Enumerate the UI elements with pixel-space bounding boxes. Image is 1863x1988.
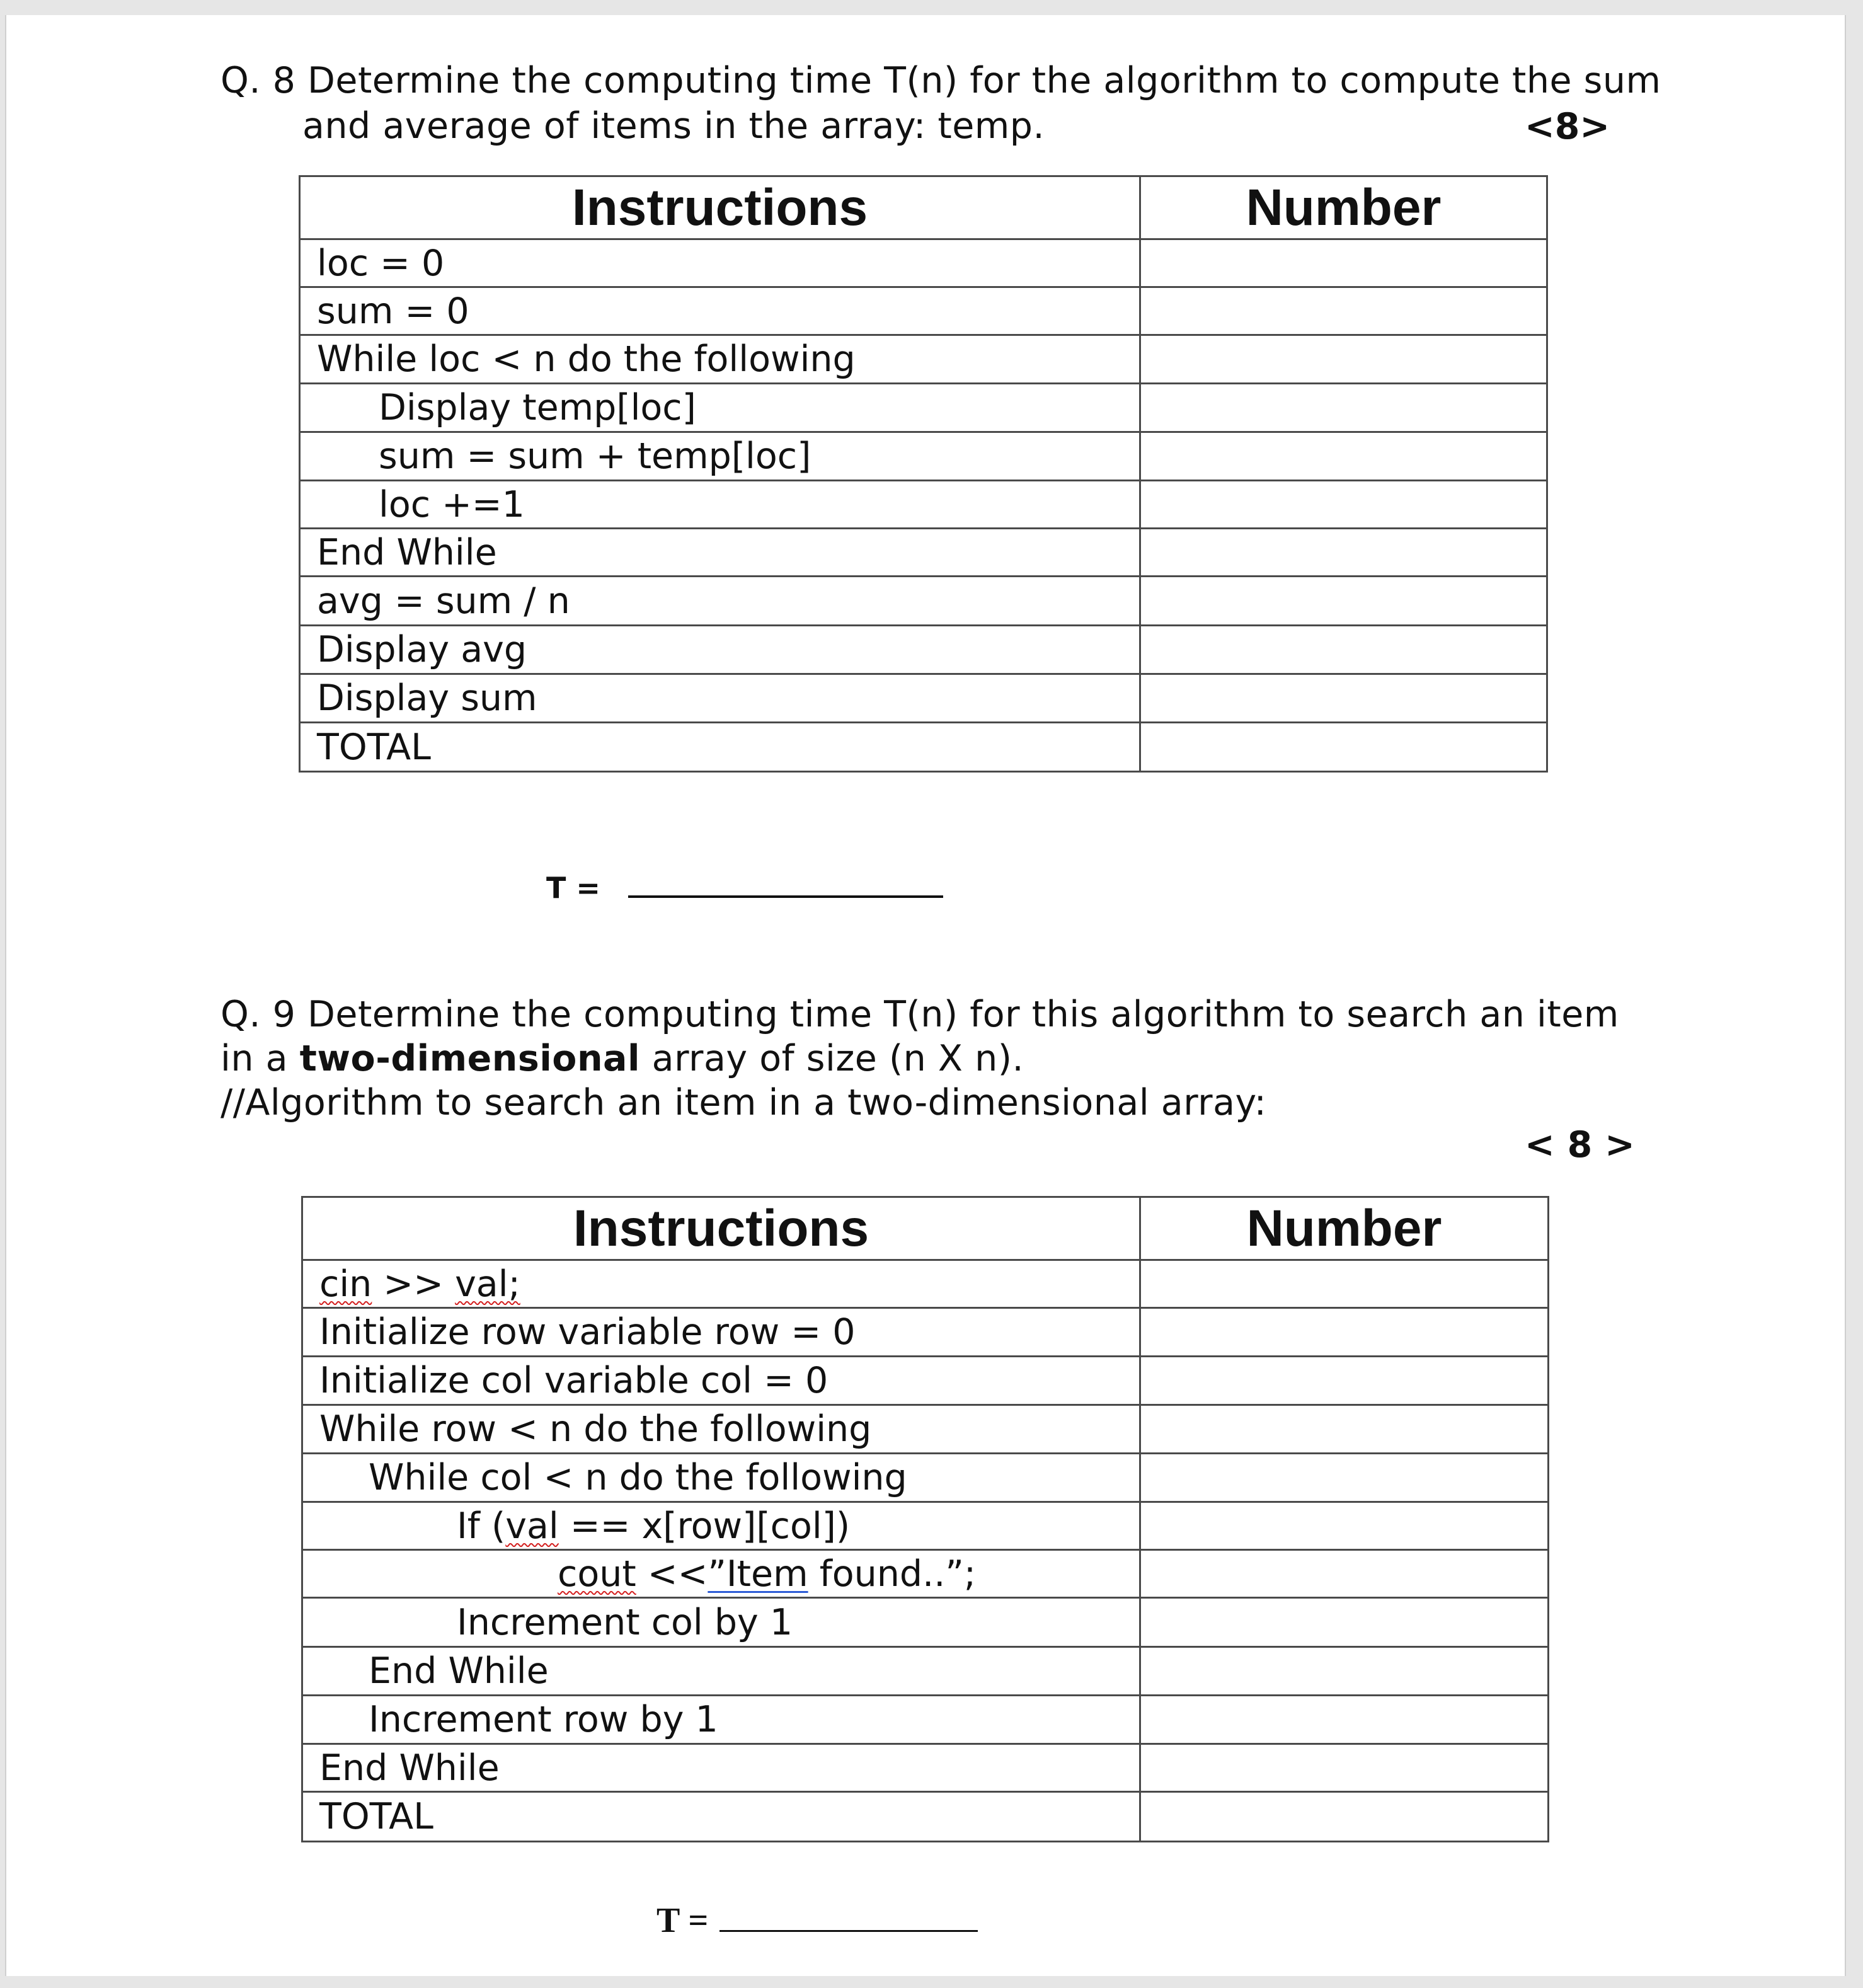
instruction-cell: loc = 0 — [300, 239, 1140, 287]
instruction-cell: End While — [302, 1647, 1140, 1696]
table-row — [300, 432, 1547, 481]
number-cell — [1140, 1405, 1549, 1454]
instruction-cell: loc +=1 — [300, 481, 1140, 529]
instruction-cell: Display temp[loc] — [300, 384, 1140, 432]
total-number-cell — [1140, 723, 1547, 772]
number-cell — [1140, 1696, 1549, 1744]
table-row — [302, 1598, 1549, 1647]
q8-answer-blank[interactable] — [628, 895, 943, 898]
number-cell — [1140, 287, 1547, 335]
q9-prompt-line-1: Q. 9 Determine the computing time T(n) for this algorithm to search an item — [221, 994, 1619, 1035]
number-cell — [1140, 384, 1547, 432]
instruction-cell: Increment col by 1 — [302, 1598, 1140, 1647]
table-row — [302, 1744, 1549, 1792]
total-number-cell — [1140, 1792, 1549, 1842]
q8-header-number: Number — [1140, 176, 1547, 239]
table-row — [300, 723, 1547, 772]
number-cell — [1140, 674, 1547, 723]
table-row — [302, 1502, 1549, 1550]
number-cell — [1140, 577, 1547, 626]
q9-t-label: T = — [656, 1901, 709, 1940]
instruction-cell: End While — [302, 1744, 1140, 1792]
instruction-cell: Initialize col variable col = 0 — [302, 1357, 1140, 1405]
instruction-cell: avg = sum / n — [300, 577, 1140, 626]
table-row — [300, 287, 1547, 335]
table-row — [300, 384, 1547, 432]
instruction-cell: Display sum — [300, 674, 1140, 723]
number-cell — [1140, 335, 1547, 384]
number-cell — [1140, 1454, 1549, 1502]
q9-marks: < 8 > — [1525, 1124, 1635, 1166]
instruction-cell: cin >> val; — [302, 1260, 1140, 1308]
number-cell — [1140, 1598, 1549, 1647]
number-cell — [1140, 529, 1547, 577]
q8-table — [299, 175, 1548, 773]
number-cell — [1140, 1308, 1549, 1357]
total-cell: TOTAL — [300, 723, 1140, 772]
table-row — [302, 1308, 1549, 1357]
number-cell — [1140, 626, 1547, 674]
instruction-cell: Increment row by 1 — [302, 1696, 1140, 1744]
table-row — [300, 481, 1547, 529]
document-page — [5, 15, 1846, 1976]
q8-prompt-line-1: Q. 8 Determine the computing time T(n) for the algorithm to compute the sum — [221, 60, 1661, 101]
q9-prompt-line-3: //Algorithm to search an item in a two-dimensional array: — [221, 1082, 1267, 1123]
number-cell — [1140, 1550, 1549, 1598]
number-cell — [1140, 1357, 1549, 1405]
instruction-cell: sum = 0 — [300, 287, 1140, 335]
table-row — [300, 239, 1547, 287]
q8-marks: <8> — [1525, 106, 1610, 147]
instruction-cell: While col < n do the following — [302, 1454, 1140, 1502]
table-row — [300, 577, 1547, 626]
number-cell — [1140, 481, 1547, 529]
q8-answer-line — [546, 871, 943, 905]
instruction-cell: Initialize row variable row = 0 — [302, 1308, 1140, 1357]
table-row — [302, 1357, 1549, 1405]
q9-header-instructions: Instructions — [302, 1197, 1140, 1260]
table-row — [302, 1792, 1549, 1842]
q9-header-row — [302, 1197, 1549, 1260]
q9-answer-blank[interactable] — [719, 1930, 978, 1932]
q9-prompt-line-2: in a two-dimensional array of size (n X n). — [221, 1038, 1024, 1079]
instruction-cell: If (val == x[row][col]) — [302, 1502, 1140, 1550]
q9-answer-line — [656, 1900, 978, 1941]
number-cell — [1140, 1744, 1549, 1792]
number-cell — [1140, 1260, 1549, 1308]
table-row — [302, 1647, 1549, 1696]
q9-table — [301, 1196, 1549, 1842]
instruction-cell: While loc < n do the following — [300, 335, 1140, 384]
instruction-cell: End While — [300, 529, 1140, 577]
table-row — [300, 626, 1547, 674]
q8-t-label: T = — [546, 871, 600, 905]
instruction-cell: While row < n do the following — [302, 1405, 1140, 1454]
table-row — [302, 1260, 1549, 1308]
table-row — [302, 1550, 1549, 1598]
table-row — [302, 1696, 1549, 1744]
instruction-cell: Display avg — [300, 626, 1140, 674]
number-cell — [1140, 1502, 1549, 1550]
table-row — [300, 529, 1547, 577]
table-row — [302, 1405, 1549, 1454]
table-row — [302, 1454, 1549, 1502]
q9-emphasis: two-dimensional — [299, 1038, 641, 1079]
q8-prompt-line-2: and average of items in the array: temp. — [302, 105, 1045, 147]
number-cell — [1140, 239, 1547, 287]
number-cell — [1140, 432, 1547, 481]
total-cell: TOTAL — [302, 1792, 1140, 1842]
table-row — [300, 335, 1547, 384]
number-cell — [1140, 1647, 1549, 1696]
instruction-cell: sum = sum + temp[loc] — [300, 432, 1140, 481]
instruction-cell: cout <<”Item found..”; — [302, 1550, 1140, 1598]
q9-header-number: Number — [1140, 1197, 1549, 1260]
q8-header-instructions: Instructions — [300, 176, 1140, 239]
table-row — [300, 674, 1547, 723]
q8-header-row — [300, 176, 1547, 239]
